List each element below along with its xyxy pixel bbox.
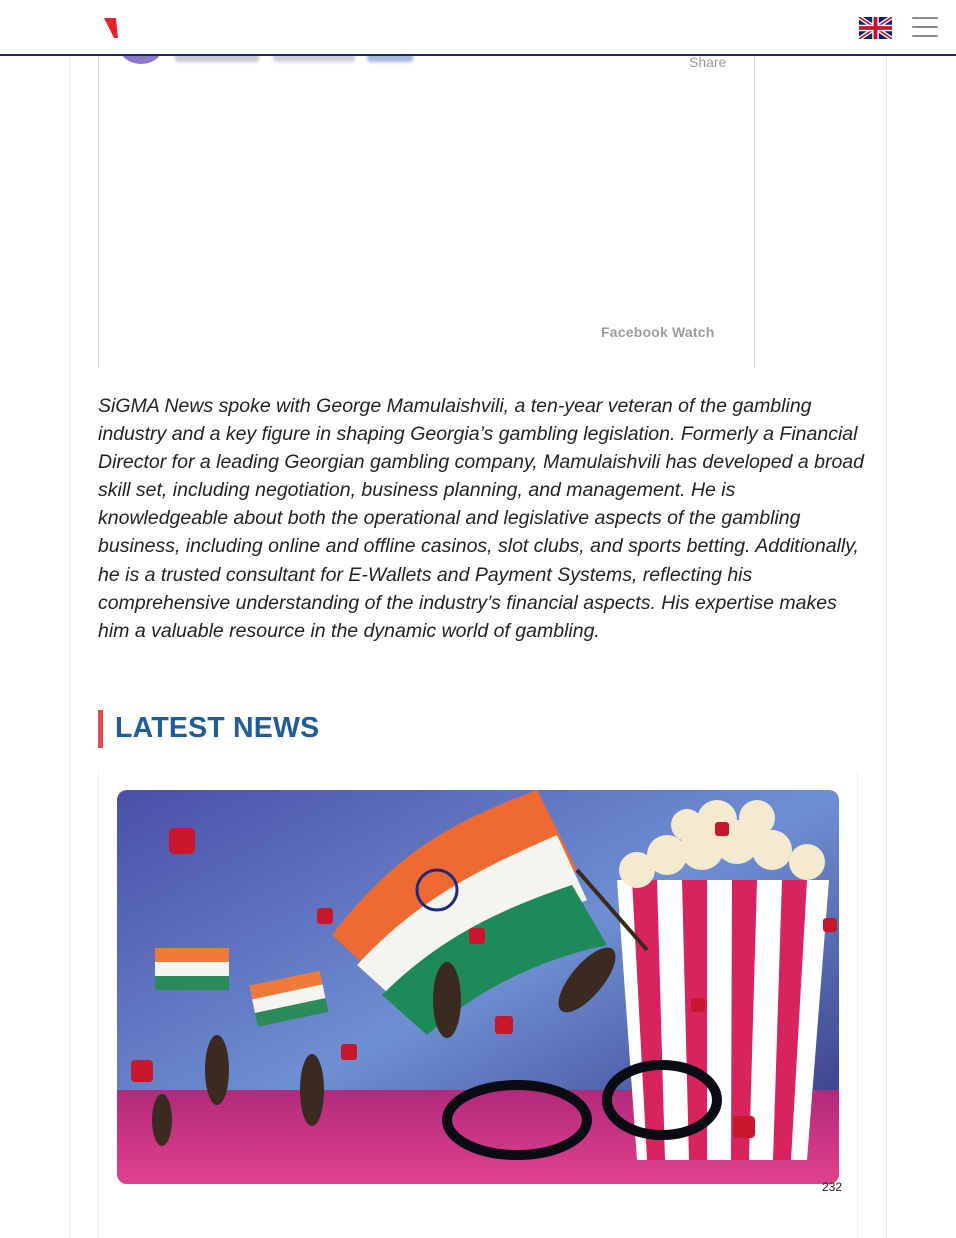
heading-accent-bar (98, 710, 103, 748)
uk-flag-icon[interactable] (859, 17, 892, 39)
news-counter: 232 (822, 1180, 843, 1194)
embed-follow-button[interactable] (367, 56, 413, 62)
embed-page-name (175, 56, 259, 62)
embed-avatar (119, 56, 163, 64)
news-thumbnail-image[interactable] (117, 790, 839, 1184)
facebook-watch-label[interactable]: Facebook Watch (601, 324, 715, 340)
facebook-video-embed[interactable] (98, 56, 755, 368)
brand-logo-icon[interactable] (104, 18, 118, 40)
top-header (0, 0, 956, 56)
latest-news-heading: LATEST NEWS (115, 712, 320, 744)
article-paragraph: SiGMA News spoke with George Mamulaishvili, a ten-year veteran of the gambling industry and a key figure in shaping Georgia’s gambling legislation. Formerly a Financial Director for a leading Georgian gambling company, Mamulaishvili has developed a broad skill set, including negotiation, business planning, and management. He is knowledgeable about both the operational and legislative aspects of the gambling business, including online and offline casinos, slot clubs, and sports betting. Additionally, he is a trusted consultant for E-Wallets and Payment Systems, reflecting his comprehensive understanding of the industry’s financial aspects. His expertise makes him a valuable resource in the dynamic world of gambling. (98, 395, 864, 642)
embed-page-subtitle (273, 56, 355, 62)
embed-share-link[interactable]: Share (689, 56, 727, 70)
hamburger-menu-icon[interactable] (912, 17, 938, 39)
